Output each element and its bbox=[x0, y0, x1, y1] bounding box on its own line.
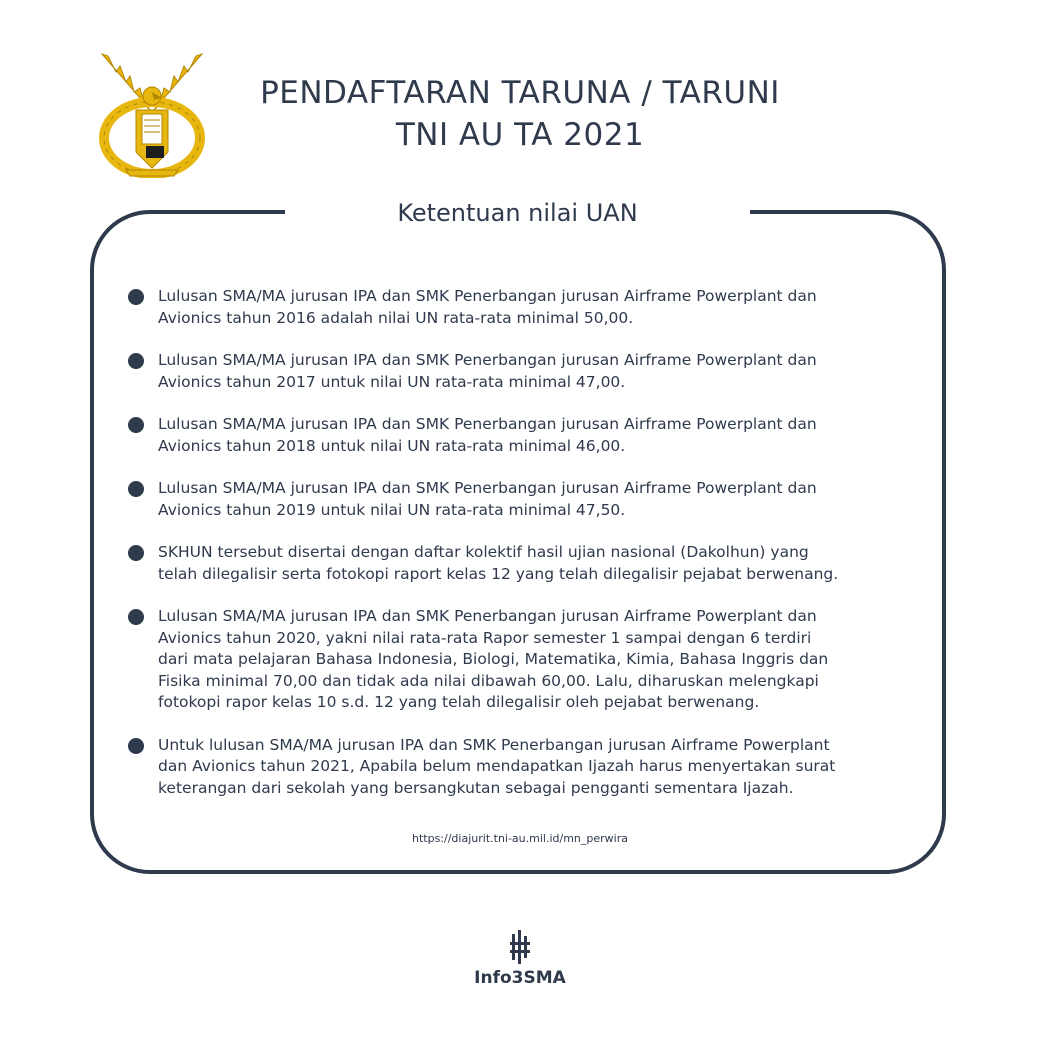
requirements-list bbox=[126, 286, 906, 799]
footer-brand: Info3SMA bbox=[474, 968, 566, 988]
list-item: Lulusan SMA/MA jurusan IPA dan SMK Penerbangan jurusan Airframe Powerplant dan Avionics tahun 2020, yakni nilai rata-rata Rapor semester 1 sampai dengan 6 terdiri dari mata pelajaran Bahasa Indonesia, Biologi, Matematika, Kimia, Bahasa Inggris dan Fisika minimal 70,00 dan tidak ada nilai dibawah 60,00. Lalu, diharuskan melengkapi fotokopi rapor kelas 10 s.d. 12 yang telah dilegalisir oleh pejabat berwenang. bbox=[126, 606, 906, 714]
tni-au-emblem-icon bbox=[96, 52, 208, 178]
page-title bbox=[200, 72, 840, 156]
page-title-line2: TNI AU TA 2021 bbox=[395, 117, 645, 153]
list-item: Lulusan SMA/MA jurusan IPA dan SMK Penerbangan jurusan Airframe Powerplant dan Avionics tahun 2016 adalah nilai UN rata-rata minimal 50,00. bbox=[126, 286, 906, 329]
bullet-icon bbox=[128, 353, 144, 369]
bullet-icon bbox=[128, 738, 144, 754]
section-title: Ketentuan nilai UAN bbox=[285, 193, 750, 233]
page-title-line1: PENDAFTARAN TARUNA / TARUNI bbox=[260, 75, 780, 111]
list-item: Untuk lulusan SMA/MA jurusan IPA dan SMK Penerbangan jurusan Airframe Powerplant dan Avionics tahun 2021, Apabila belum mendapatkan Ijazah harus menyertakan surat keterangan dari sekolah yang bersangkutan sebagai pengganti sementara Ijazah. bbox=[126, 735, 906, 800]
list-item: Lulusan SMA/MA jurusan IPA dan SMK Penerbangan jurusan Airframe Powerplant dan Avionics tahun 2018 untuk nilai UN rata-rata minimal 46,00. bbox=[126, 414, 906, 457]
bullet-icon bbox=[128, 417, 144, 433]
list-item: Lulusan SMA/MA jurusan IPA dan SMK Penerbangan jurusan Airframe Powerplant dan Avionics tahun 2019 untuk nilai UN rata-rata minimal 47,50. bbox=[126, 478, 906, 521]
info3sma-logo-icon bbox=[510, 930, 530, 964]
bullet-icon bbox=[128, 289, 144, 305]
list-item: Lulusan SMA/MA jurusan IPA dan SMK Penerbangan jurusan Airframe Powerplant dan Avionics tahun 2017 untuk nilai UN rata-rata minimal 47,00. bbox=[126, 350, 906, 393]
bullet-icon bbox=[128, 545, 144, 561]
bullet-icon bbox=[128, 609, 144, 625]
source-url: https://diajurit.tni-au.mil.id/mn_perwira bbox=[412, 832, 628, 845]
bullet-icon bbox=[128, 481, 144, 497]
list-item: SKHUN tersebut disertai dengan daftar kolektif hasil ujian nasional (Dakolhun) yang telah dilegalisir serta fotokopi raport kelas 12 yang telah dilegalisir pejabat berwenang. bbox=[126, 542, 906, 585]
